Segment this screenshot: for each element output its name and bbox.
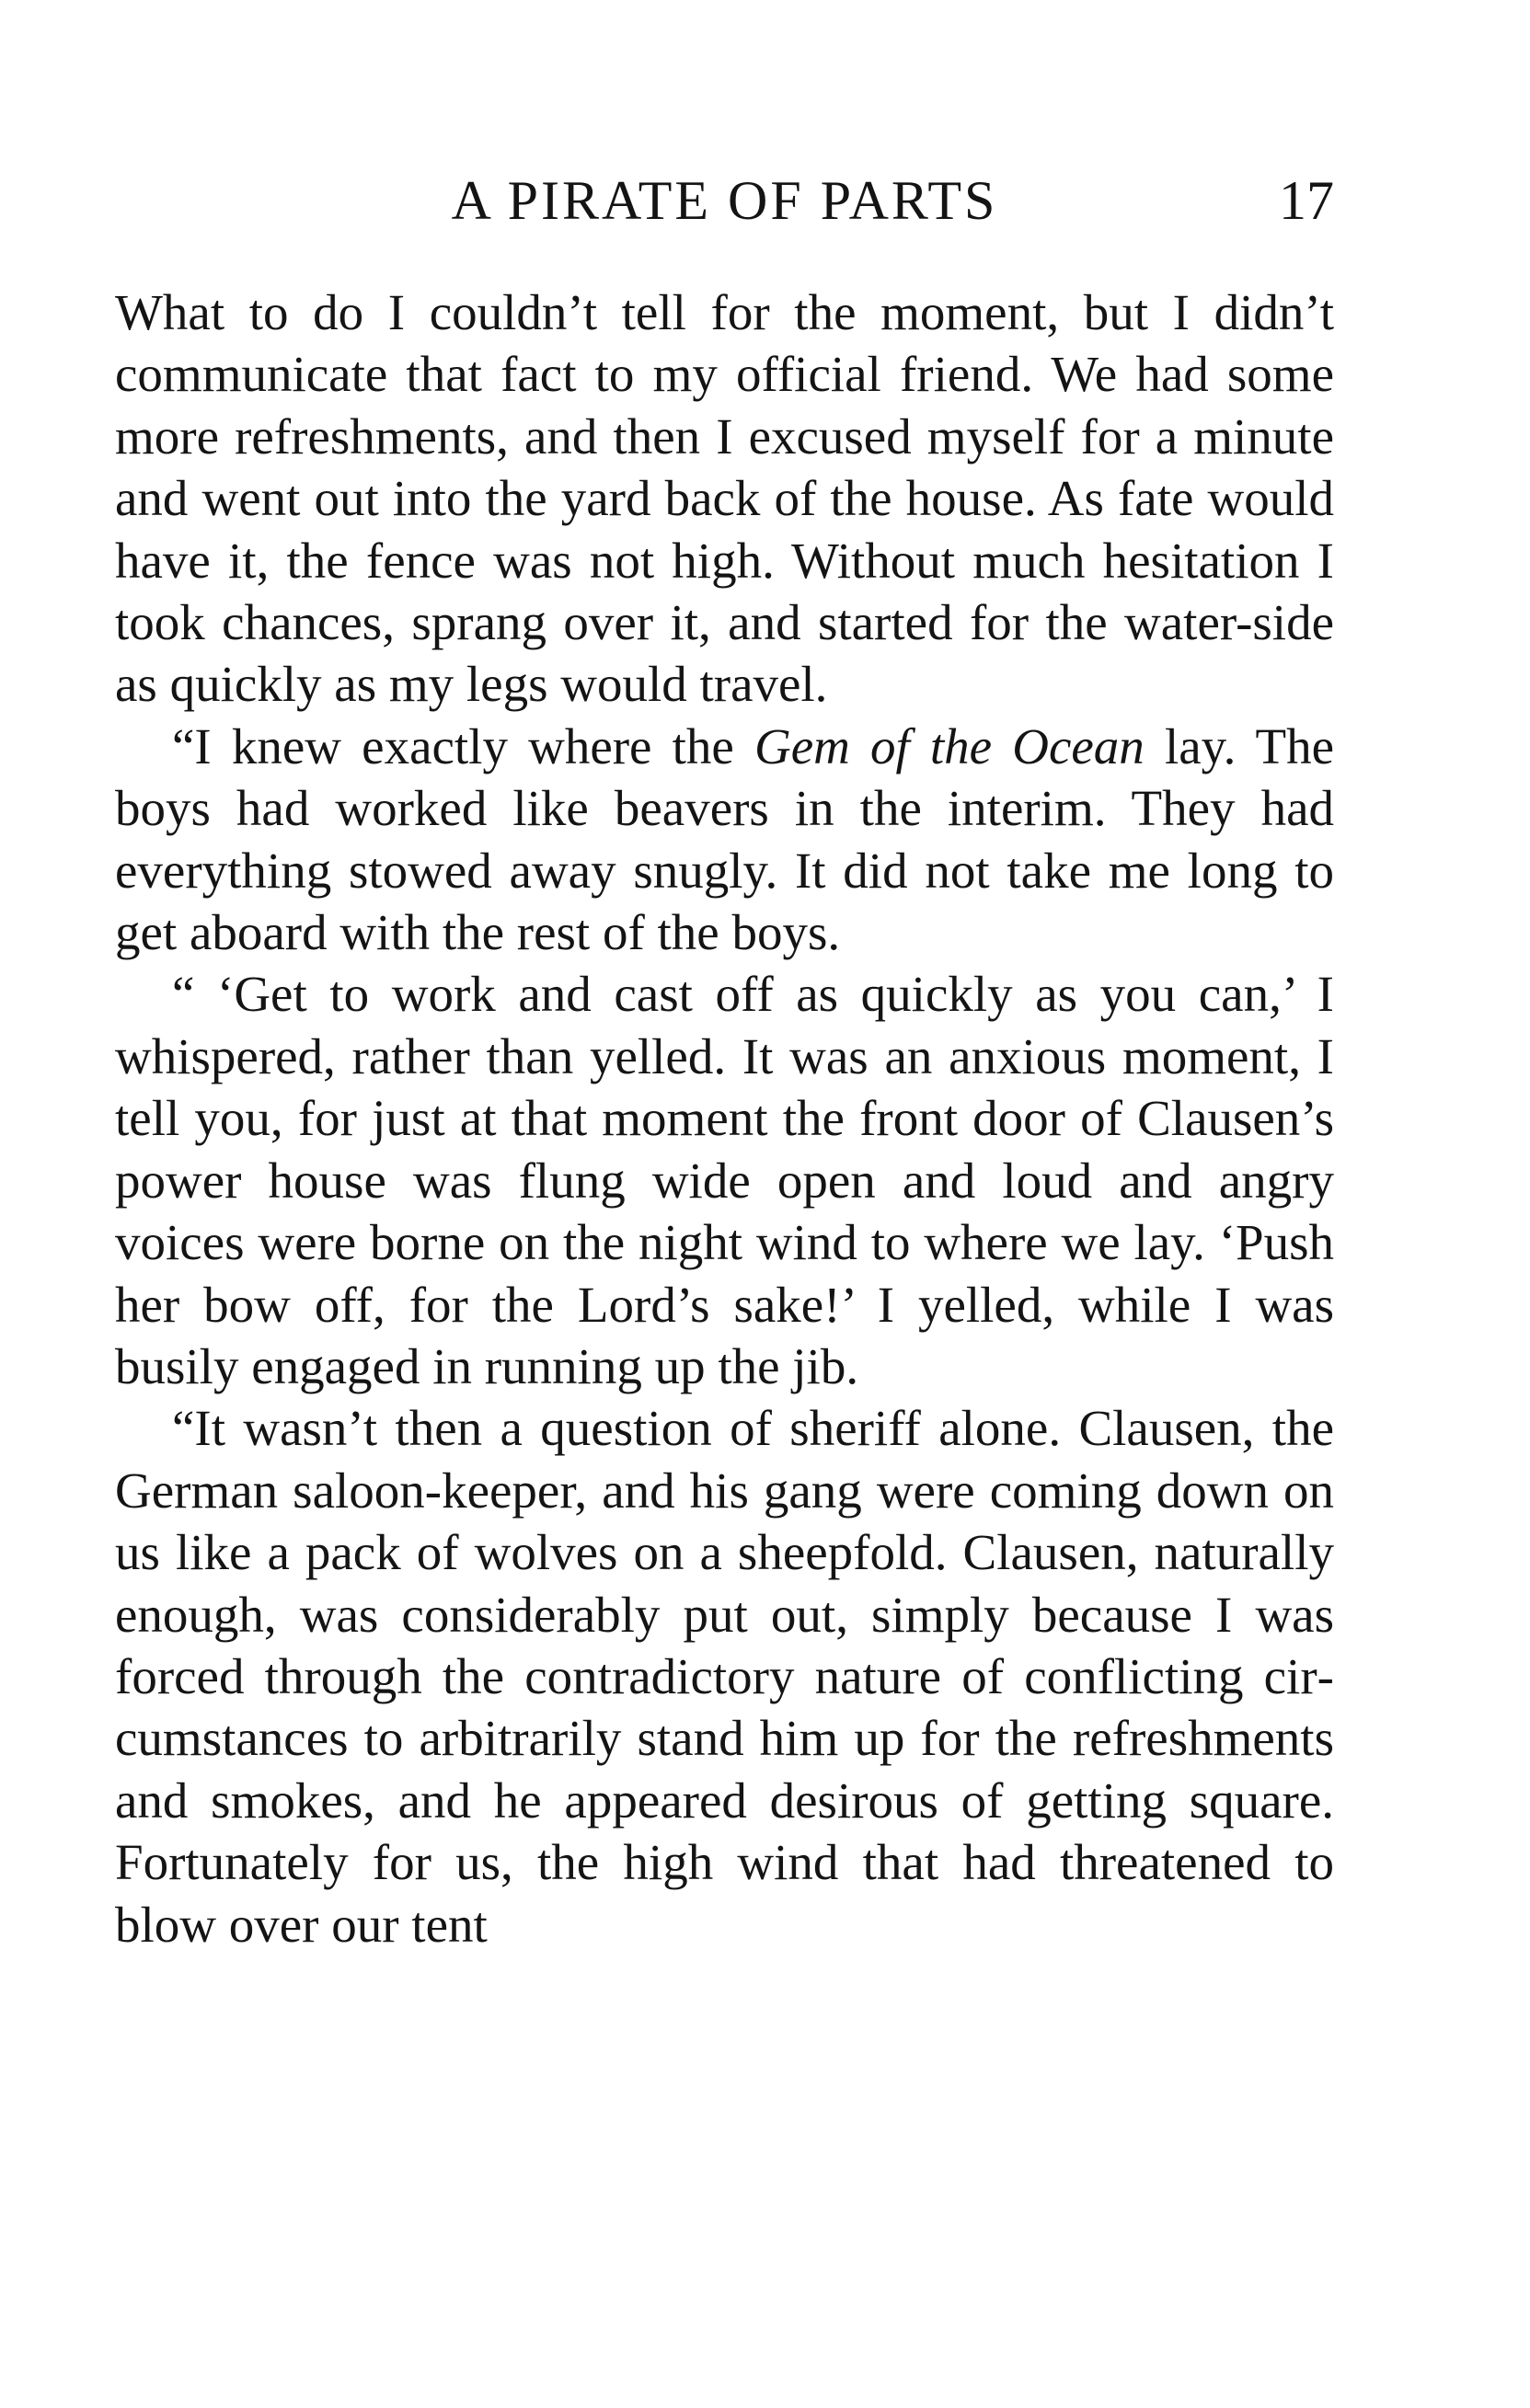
page-number: 17 [1279,170,1334,231]
paragraph-4: “It wasn’t then a question of sheriff alone. Clausen, the German saloon-keeper, and his gang were coming down on us like a pack of wolves on a sheepfold. Clausen, naturally enough, was considerably put out, simply because I was forced through the contradictory nature of conflicting circumstances to arbitrarily stand him up for the refreshments and smokes, and he appeared desirous of getting square. Fortunately for us, the high wind that had threatened to blow over our tent [115,1400,1334,1953]
ship-name: Gem of the Ocean [753,717,1145,774]
body-text [115,281,1334,1955]
paragraph-2 [115,716,1334,964]
running-head-title: A PIRATE OF PARTS [451,170,998,231]
paragraph-2-text-end: lay. The boys had worked like beavers in the interim. They had everything stowed away snugly. It did not take me long to get aboard with the rest of the boys. [115,717,1334,961]
paragraph-2-text-start: “I knew exactly where the [172,717,754,774]
paragraph-1: What to do I couldn’t tell for the moment, but I didn’t communicate that fact to my official friend. We had some more refreshments, and then I excused myself for a minute and went out into the yard back of the house. As fate would have it, the fence was not high. Without much hesitation I took chances, sprang over it, and started for the water-side as quickly as my legs would travel. [115,284,1334,713]
running-head [115,164,1334,237]
paragraph-3: “ ‘Get to work and cast off as quickly as you can,’ I whispered, rather than yelled. It was an anxious moment, I tell you, for just at that moment the front door of Clausen’s power house was flung wide open and loud and angry voices were borne on the night wind to where we lay. ‘Push her bow off, for the Lord’s sake!’ I yelled, while I was busily engaged in running up the jib. [115,966,1334,1394]
